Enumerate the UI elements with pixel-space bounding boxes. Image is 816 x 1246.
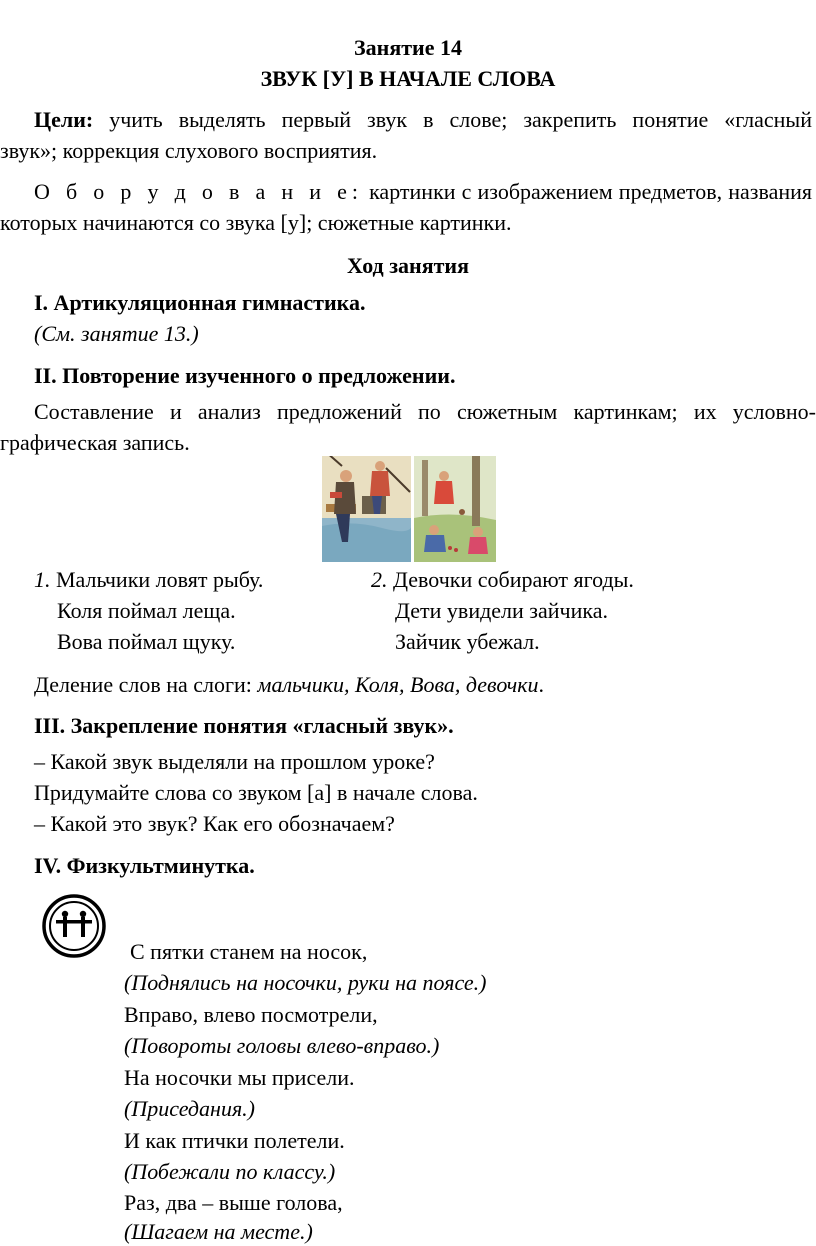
section-3-line-2: Придумайте слова со звуком [а] в начале слова. <box>34 780 478 805</box>
sentence-right-3: Зайчик убежал. <box>395 629 540 654</box>
two-figures-exercise-icon <box>40 893 108 959</box>
section-3-line-3: – Какой это звук? Как его обозначаем? <box>34 811 395 836</box>
equipment-text: картинки с изображением предметов, названия <box>369 179 812 204</box>
sentences-left-line-1 <box>34 566 263 594</box>
section-3-heading: III. Закрепление понятия «гласный звук». <box>34 713 454 738</box>
section-2-text-line-1: Составление и анализ предложений по сюжетным картинкам; их условно- <box>34 399 816 424</box>
goals-text: учить выделять первый звук в слове; закрепить понятие «гласный <box>109 107 812 132</box>
syllables-label: Деление слов на слоги: <box>34 672 252 697</box>
course-heading: Ход занятия <box>346 253 469 278</box>
sentence-left-2: Коля поймал леща. <box>57 598 236 623</box>
syllables-words: мальчики, Коля, Вова, девочки <box>257 672 539 697</box>
poem-line-9: Раз, два – выше голова, <box>124 1190 343 1215</box>
goals-label: Цели: <box>34 107 94 132</box>
poem-line-4: (Повороты головы влево-вправо.) <box>124 1033 440 1058</box>
poem-line-2: (Поднялись на носочки, руки на поясе.) <box>124 970 487 995</box>
sentence-right-1: Девочки собирают ягоды. <box>393 567 634 592</box>
section-1-note: (См. занятие 13.) <box>34 321 199 346</box>
exercise-icon-graphic <box>40 893 108 959</box>
goals-line-1 <box>34 106 812 134</box>
syllables-line <box>34 671 544 699</box>
poem-line-6: (Приседания.) <box>124 1096 256 1121</box>
section-2-text-line-2: графическая запись. <box>0 430 190 455</box>
poem-line-10: (Шагаем на месте.) <box>124 1219 313 1244</box>
sentences-right-line-1 <box>371 566 634 594</box>
section-3-line-1: – Какой звук выделяли на прошлом уроке? <box>34 749 435 774</box>
sentence-right-2: Дети увидели зайчика. <box>395 598 608 623</box>
lesson-title: Занятие 14 <box>354 35 462 60</box>
story-picture-illustration <box>322 456 496 562</box>
topic-title: ЗВУК [У] В НАЧАЛЕ СЛОВА <box>260 66 556 91</box>
equipment-label: О б о р у д о в а н и е: <box>34 179 363 204</box>
syllables-end: . <box>538 672 545 697</box>
sentence-left-3: Вова поймал щуку. <box>57 629 236 654</box>
equipment-line-1 <box>34 178 812 206</box>
poem-line-1: С пятки станем на носок, <box>130 939 368 964</box>
poem-line-8: (Побежали по классу.) <box>124 1159 336 1184</box>
equipment-line-2: которых начинаются со звука [у]; сюжетные картинки. <box>0 210 512 235</box>
poem-line-7: И как птички полетели. <box>124 1128 345 1153</box>
section-2-heading: II. Повторение изученного о предложении. <box>34 363 456 388</box>
story-picture <box>322 456 496 562</box>
sentence-group-1-number: 1. <box>34 567 51 592</box>
section-1-heading: I. Артикуляционная гимнастика. <box>34 290 366 315</box>
goals-line-2: звук»; коррекция слухового восприятия. <box>0 138 378 163</box>
sentence-group-2-number: 2. <box>371 567 388 592</box>
poem-line-5: На носочки мы присели. <box>124 1065 355 1090</box>
sentence-left-1: Мальчики ловят рыбу. <box>56 567 264 592</box>
poem-line-3: Вправо, влево посмотрели, <box>124 1002 378 1027</box>
section-4-heading: IV. Физкультминутка. <box>34 853 255 878</box>
